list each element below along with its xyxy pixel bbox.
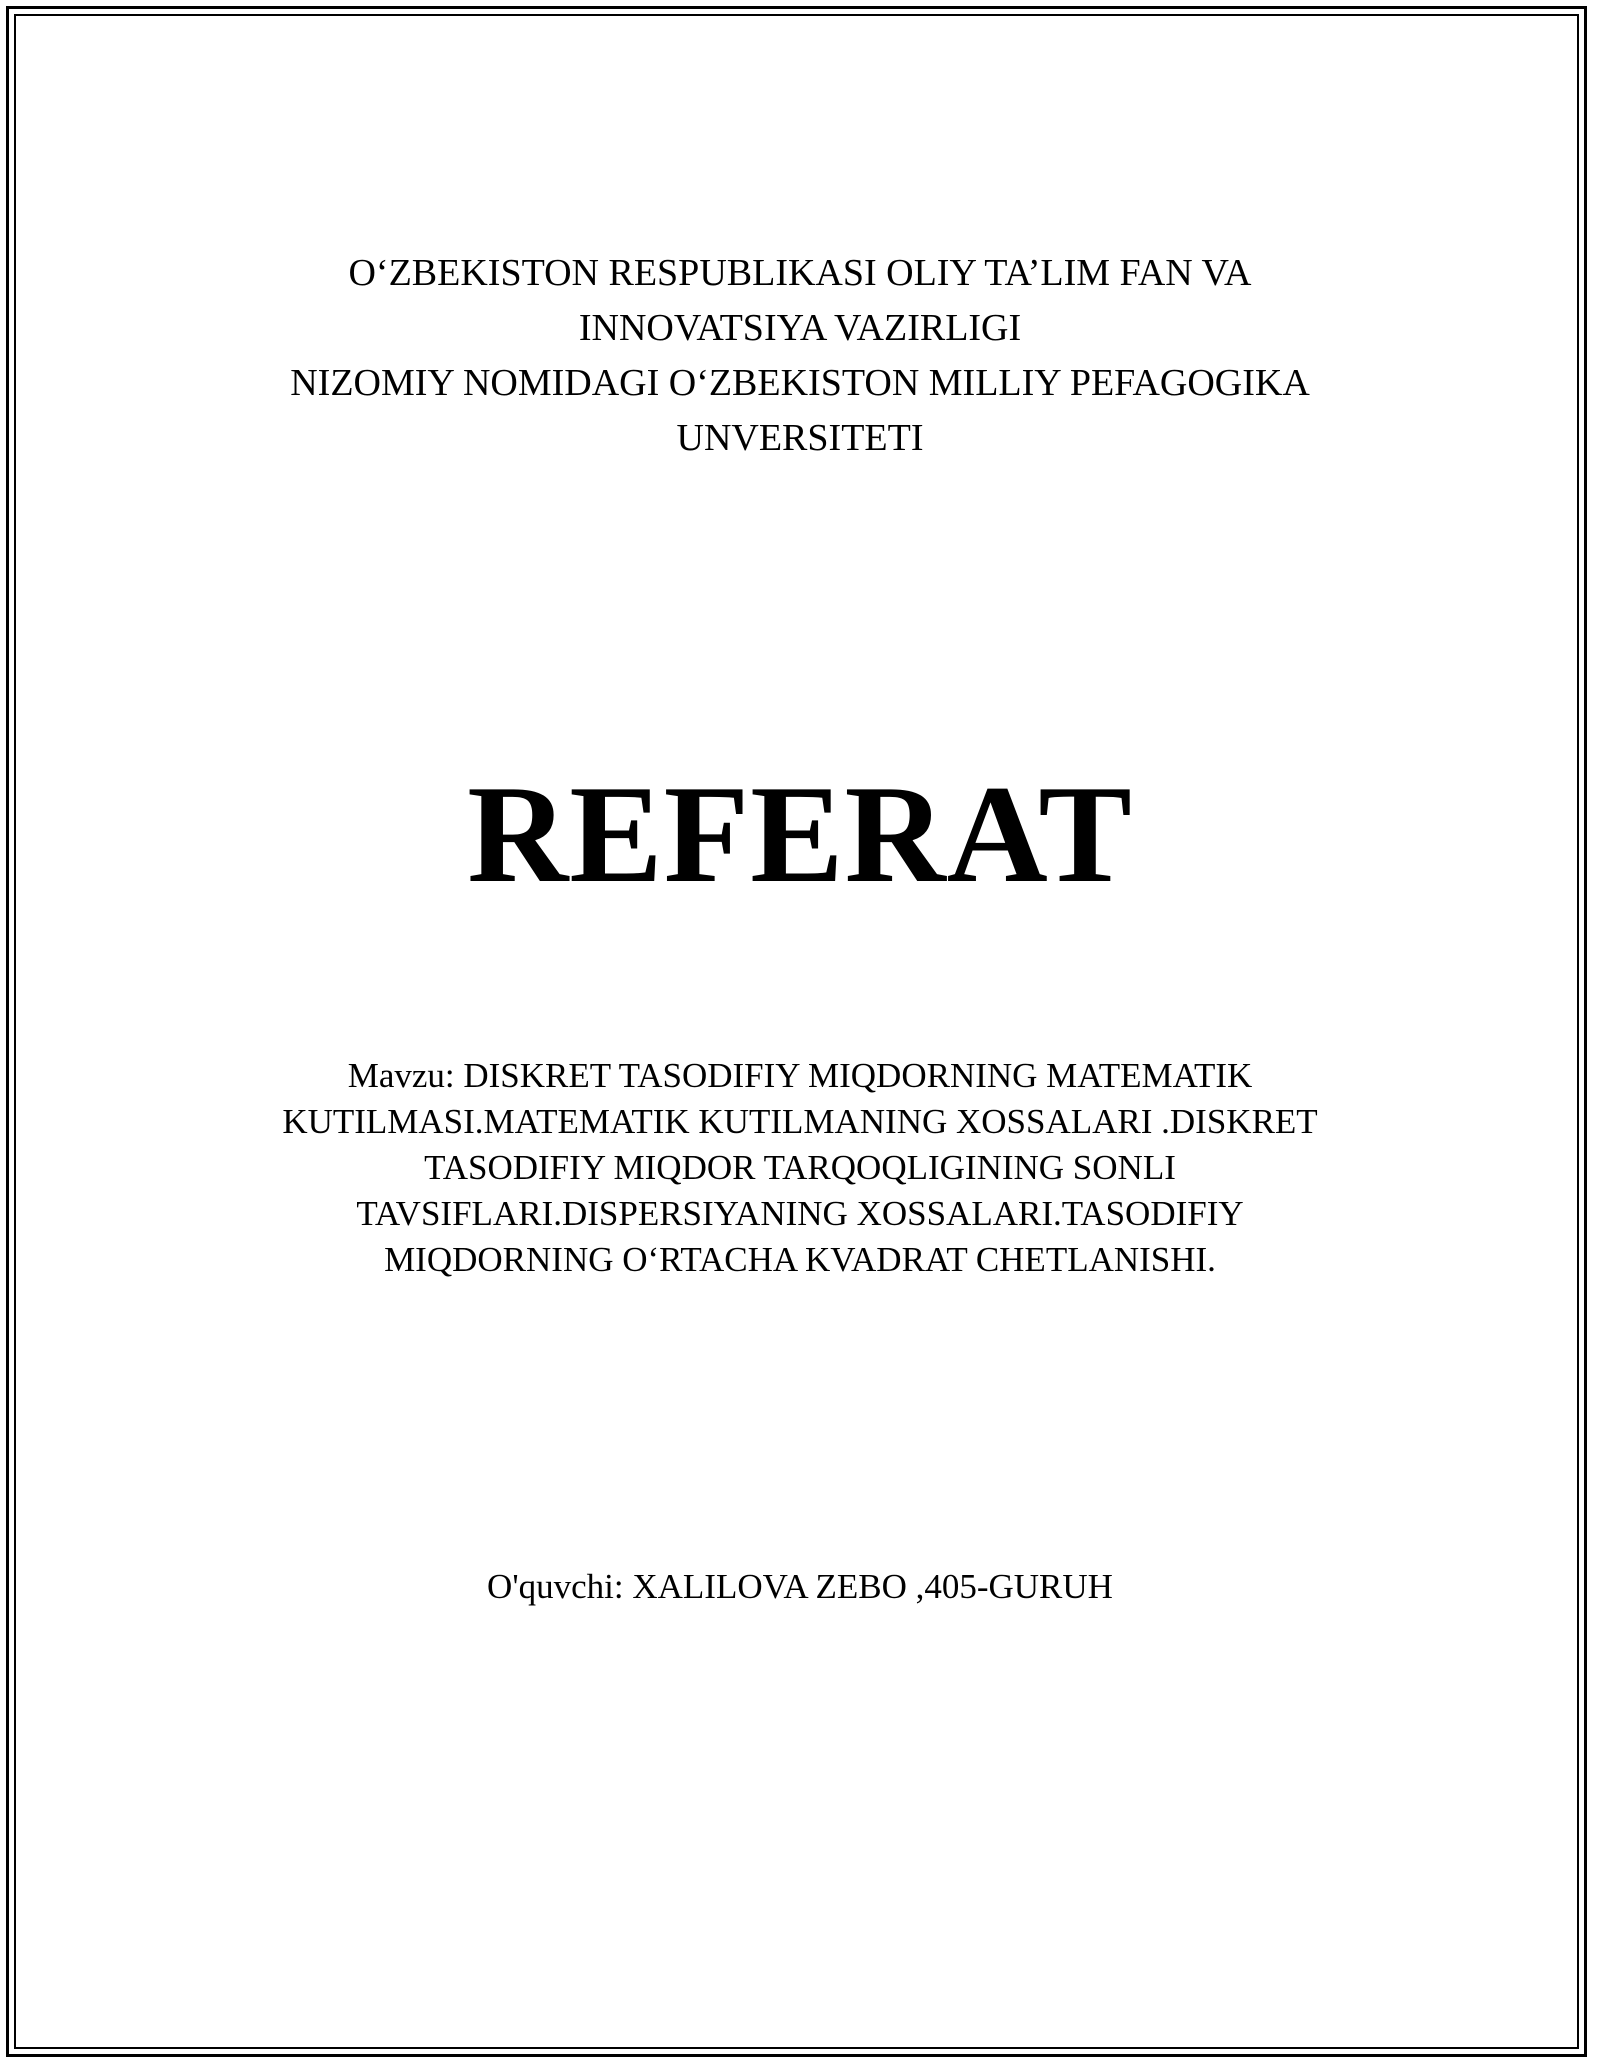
topic-line-2: KUTILMASI.MATEMATIK KUTILMANING XOSSALARI .DISKRET <box>282 1102 1318 1141</box>
student-info: O'quvchi: XALILOVA ZEBO ,405-GURUH <box>487 1567 1113 1606</box>
header-line-2: INNOVATSIYA VAZIRLIGI <box>578 307 1022 349</box>
header-line-4: UNVERSITETI <box>676 417 924 459</box>
document-title: REFERAT <box>467 757 1133 912</box>
topic-block <box>0 1053 1600 1283</box>
institution-header <box>0 246 1600 466</box>
header-line-3: NIZOMIY NOMIDAGI O‘ZBEKISTON MILLIY PEFAGOGIKA <box>290 362 1310 404</box>
header-line-1: O‘ZBEKISTON RESPUBLIKASI OLIY TA’LIM FAN VA <box>348 252 1252 294</box>
topic-line-5: MIQDORNING O‘RTACHA KVADRAT CHETLANISHI. <box>384 1240 1216 1279</box>
topic-line-4: TAVSIFLARI.DISPERSIYANING XOSSALARI.TASODIFIY <box>356 1194 1244 1233</box>
topic-line-1: Mavzu: DISKRET TASODIFIY MIQDORNING MATEMATIK <box>347 1056 1253 1095</box>
topic-line-3: TASODIFIY MIQDOR TARQOQLIGINING SONLI <box>424 1148 1176 1187</box>
